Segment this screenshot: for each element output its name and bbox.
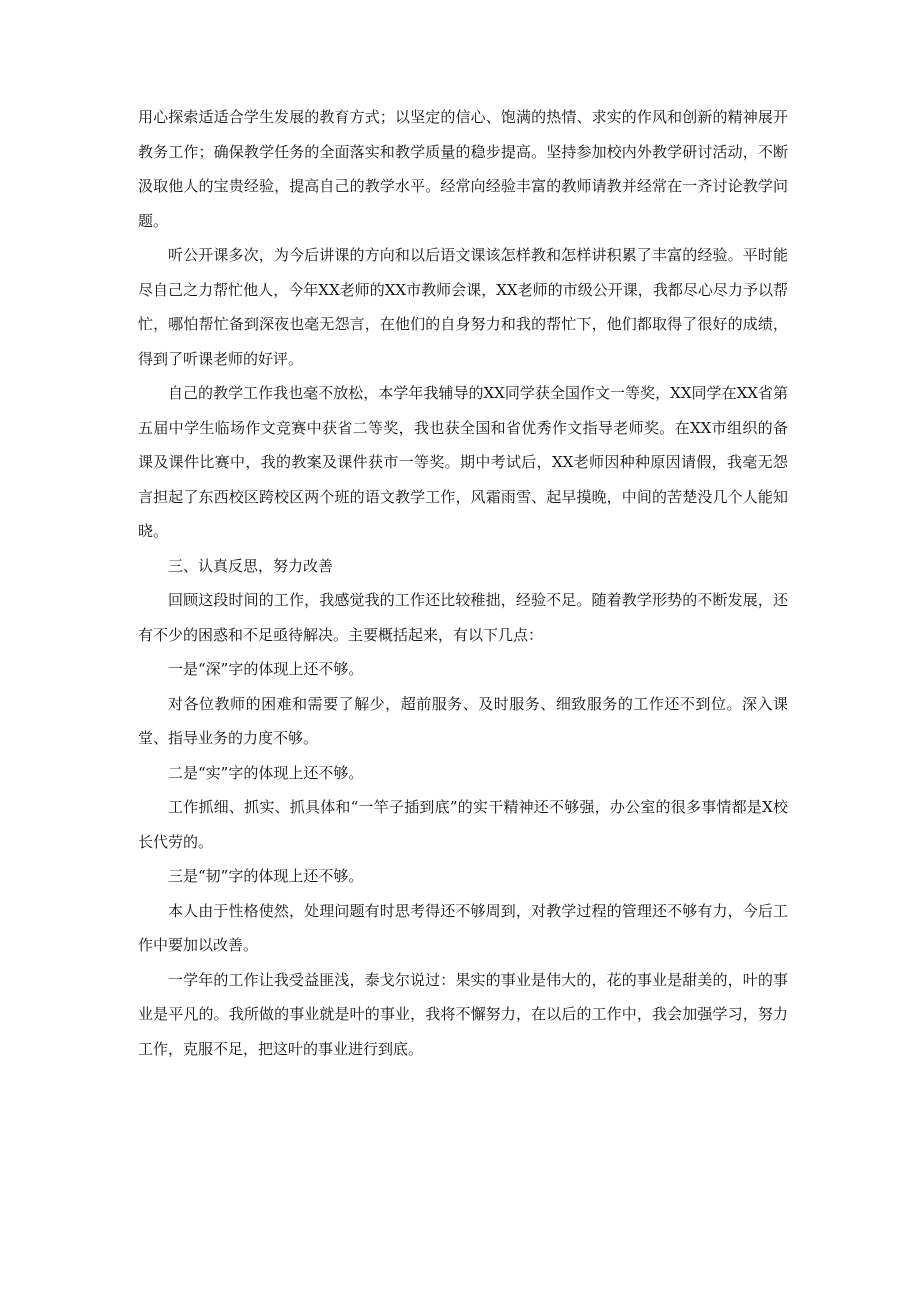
paragraph-conclusion: 一学年的工作让我受益匪浅，泰戈尔说过：果实的事业是伟大的，花的事业是甜美的，叶的事业是平凡的。我所做的事业就是叶的事业，我将不懈努力，在以后的工作中，我会加强学习，努力工作，克服不足，把这叶的事业进行到底。 <box>138 970 788 1058</box>
section-heading-reflection: 三、认真反思，努力改善 <box>168 556 334 575</box>
paragraph-continued: 用心探索适适合学生发展的教育方式；以坚定的信心、饱满的热情、求实的作风和创新的精神展开教务工作；确保教学任务的全面落实和教学质量的稳步提高。坚持参加校内外教学研讨活动，不断汲取他人的宝贵经验，提高自己的教学水平。经常向经验丰富的教师请教并经常在一齐讨论教学问题。 <box>138 108 788 230</box>
document-page <box>138 100 788 1066</box>
point-one-body: 对各位教师的困难和需要了解少，超前服务、及时服务、细致服务的工作还不到位。深入课堂、指导业务的力度不够。 <box>138 694 788 747</box>
point-one-heading: 一是“深”字的体现上还不够。 <box>168 660 364 678</box>
point-three-body: 本人由于性格使然，处理问题有时思考得还不够周到，对教学过程的管理还不够有力，今后工作中要加以改善。 <box>138 901 788 954</box>
paragraph-teaching-work: 自己的教学工作我也毫不放松，本学年我辅导的XX同学获全国作文一等奖，XX同学在XX省第五届中学生临场作文竞赛中获省二等奖，我也获全国和省优秀作文指导老师奖。在XX市组织的备课及课件比赛中，我的教案及课件获市一等奖。期中考试后，XX老师因种种原因请假，我毫无怨言担起了东西校区跨校区两个班的语文教学工作，风霜雨雪、起早摸晚，中间的苦楚没几个人能知晓。 <box>138 384 788 540</box>
point-two-heading: 二是“实”字的体现上还不够。 <box>168 763 364 782</box>
paragraph-review: 回顾这段时间的工作，我感觉我的工作还比较稚拙，经验不足。随着教学形势的不断发展，还有不少的困惑和不足亟待解决。主要概括起来，有以下几点： <box>138 591 788 644</box>
point-three-heading: 三是“韧”字的体现上还不够。 <box>168 867 364 885</box>
paragraph-open-class: 听公开课多次，为今后讲课的方向和以后语文课该怎样教和怎样讲积累了丰富的经验。平时能尽自己之力帮忙他人，今年XX老师的XX市教师会课，XX老师的市级公开课，我都尽心尽力予以帮忙，哪怕帮忙备到深夜也毫无怨言，在他们的自身努力和我的帮忙下，他们都取得了很好的成绩，得到了听课老师的好评。 <box>138 246 788 368</box>
point-two-body: 工作抓细、抓实、抓具体和“一竿子插到底”的实干精神还不够强，办公室的很多事情都是X校长代劳的。 <box>138 798 788 851</box>
